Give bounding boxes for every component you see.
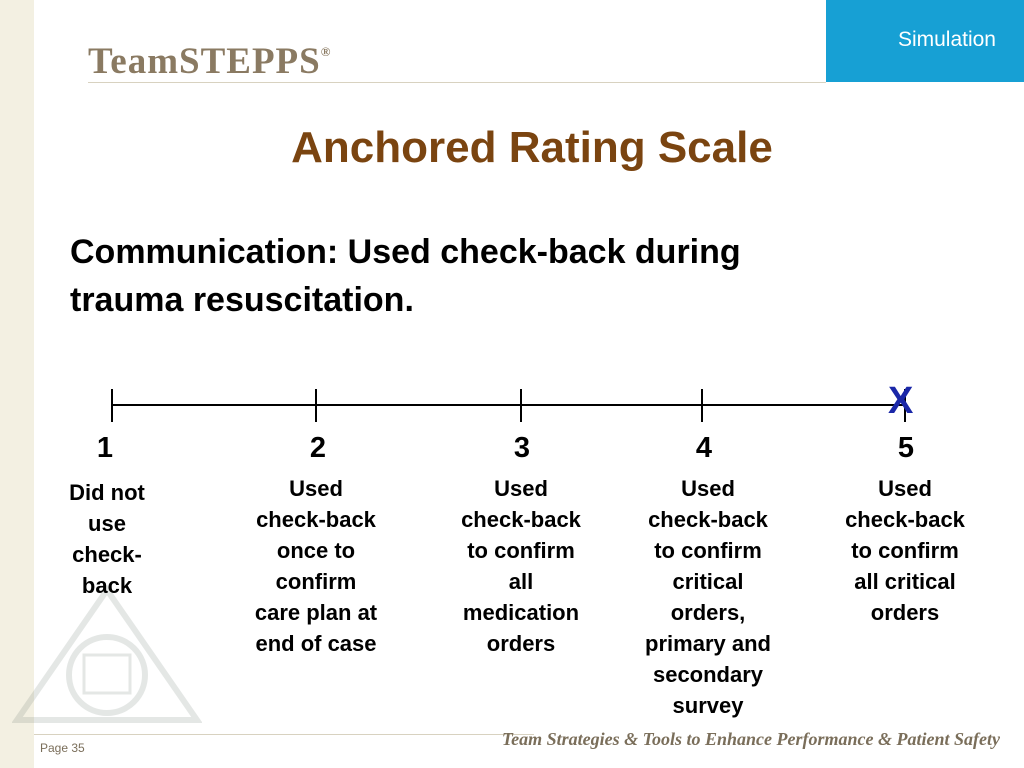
anchor-line: orders: [486, 631, 556, 656]
rating-anchor-4: [633, 473, 783, 721]
rating-anchor-1: [32, 477, 182, 601]
anchor-line: check-: [72, 542, 142, 567]
anchor-line: medication: [462, 600, 580, 625]
anchor-line: end of case: [255, 631, 377, 656]
footer-divider: [34, 734, 534, 735]
simulation-badge: Simulation: [826, 0, 1024, 82]
anchor-line: confirm: [275, 569, 357, 594]
anchor-line: check-back: [461, 507, 581, 532]
anchor-line: Used: [878, 476, 932, 501]
slide-title: Anchored Rating Scale: [291, 123, 773, 172]
anchor-line: back: [81, 573, 133, 598]
rating-number-3: 3: [513, 432, 531, 464]
statement-line: Communication: Used check-back during: [70, 233, 741, 271]
rating-anchor-3: [446, 473, 596, 659]
anchor-line: primary and: [645, 631, 771, 656]
footer-tagline: Team Strategies & Tools to Enhance Performance & Patient Safety: [501, 729, 1000, 749]
rating-number-1: 1: [96, 432, 114, 464]
anchor-line: orders,: [670, 600, 746, 625]
anchor-line: once to: [276, 538, 356, 563]
anchor-line: care plan at: [254, 600, 378, 625]
watermark-triangle-icon: [12, 585, 202, 725]
anchor-line: secondary: [652, 662, 764, 687]
selected-rating-mark: X: [888, 380, 914, 422]
anchor-line: check-back: [845, 507, 965, 532]
anchor-line: survey: [672, 693, 744, 718]
rating-anchor-5: [830, 473, 980, 628]
scale-tick: [315, 389, 317, 422]
anchor-line: Used: [494, 476, 548, 501]
teamstepps-logo: TeamSTEPPS®: [88, 41, 332, 82]
anchor-line: to confirm: [851, 538, 959, 563]
anchor-line: check-back: [256, 507, 376, 532]
rating-anchor-2: [241, 473, 391, 659]
statement-line: trauma resuscitation.: [70, 281, 414, 319]
anchor-line: critical: [672, 569, 744, 594]
anchor-line: all critical: [854, 569, 956, 594]
scale-tick: [111, 389, 113, 422]
anchor-line: Did not: [69, 480, 145, 505]
anchor-line: orders: [870, 600, 940, 625]
scale-tick: [520, 389, 522, 422]
scale-tick: [701, 389, 703, 422]
behavior-statement: [70, 228, 950, 324]
rating-number-5: 5: [897, 432, 915, 464]
anchor-line: to confirm: [467, 538, 575, 563]
header-divider: [88, 82, 826, 83]
anchor-line: to confirm: [654, 538, 762, 563]
rating-scale-line: [112, 404, 907, 406]
anchor-line: check-back: [648, 507, 768, 532]
anchor-line: all: [508, 569, 534, 594]
rating-number-4: 4: [695, 432, 713, 464]
page-number: Page 35: [40, 741, 85, 755]
anchor-line: Used: [289, 476, 343, 501]
anchor-line: Used: [681, 476, 735, 501]
anchor-line: use: [88, 511, 126, 536]
rating-number-2: 2: [309, 432, 327, 464]
